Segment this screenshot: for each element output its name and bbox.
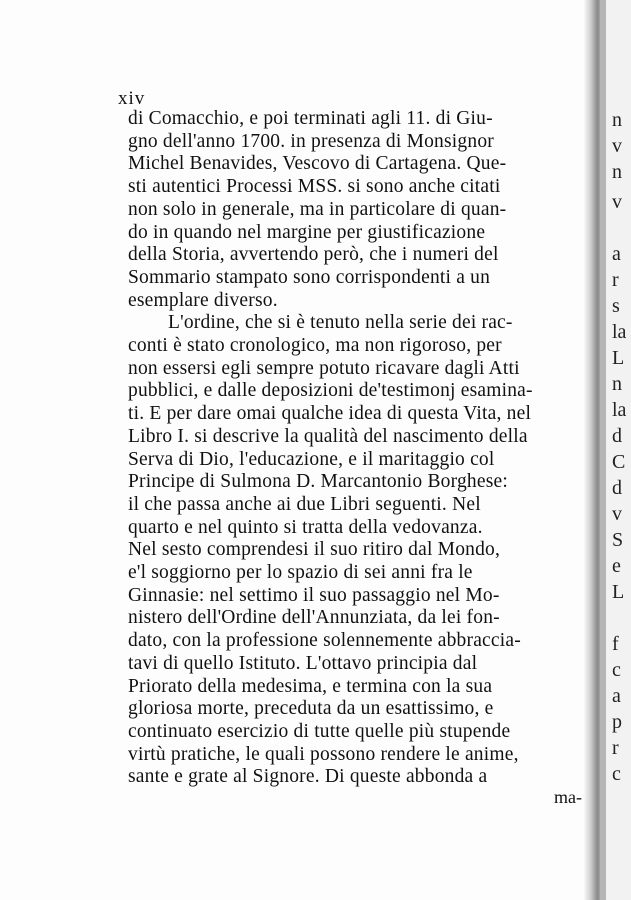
text-line: e'l soggiorno per lo spazio di sei anni fra le xyxy=(128,562,473,583)
text-line: dato, con la professione solennemente abbraccia- xyxy=(128,630,521,652)
facing-char: f xyxy=(612,633,619,655)
facing-char: p xyxy=(612,711,622,733)
text-line: continuato esercizio di tutte quelle più stupende xyxy=(128,720,511,742)
text-line: esemplare diverso. xyxy=(128,289,278,311)
text-line: di Comacchio, e poi terminati agli 11. di Giu- xyxy=(128,108,493,129)
page-number: xiv xyxy=(118,88,146,109)
facing-char: n xyxy=(612,373,622,395)
facing-char: r xyxy=(612,269,619,291)
facing-char: C xyxy=(612,451,626,473)
facing-char: v xyxy=(612,503,622,525)
facing-char: c xyxy=(612,659,621,681)
facing-char: a xyxy=(612,243,621,265)
text-line: Michel Benavides, Vescovo di Cartagena. Que- xyxy=(128,153,507,175)
text-line: quarto e nel quinto si tratta della vedovanza. xyxy=(128,516,483,538)
facing-char: la xyxy=(612,321,627,343)
text-line: il che passa anche ai due Libri seguenti. Nel xyxy=(128,493,481,515)
text-line: pubblici, e dalle deposizioni de'testimonj esamina- xyxy=(128,380,533,402)
facing-char: v xyxy=(612,135,622,157)
facing-char: e xyxy=(612,555,621,577)
text-line: Ginnasie: nel settimo il suo passaggio nel Mo- xyxy=(128,584,500,606)
text-line: Principe di Sulmona D. Marcantonio Borghese: xyxy=(128,471,508,493)
catchword: ma- xyxy=(554,787,582,807)
facing-char: n xyxy=(612,109,622,131)
text-line: ti. E per dare omai qualche idea di questa Vita, nel xyxy=(128,403,532,425)
facing-char: la xyxy=(612,399,627,421)
text-line: tavi di quello Istituto. L'ottavo principia dal xyxy=(128,652,478,674)
paragraph-start-line: L'ordine, che si è tenuto nella serie dei rac- xyxy=(168,312,513,334)
facing-char: d xyxy=(612,477,622,499)
facing-char: L xyxy=(612,581,625,603)
text-line: Libro I. si descrive la qualità del nascimento della xyxy=(128,425,528,447)
text-line: della Storia, avvertendo però, che i numeri del xyxy=(128,244,499,266)
text-line: gno dell'anno 1700. in presenza di Monsignor xyxy=(128,130,494,152)
text-line: Priorato della medesima, e termina con la sua xyxy=(128,675,493,697)
facing-char: S xyxy=(612,529,624,551)
facing-char: v xyxy=(612,191,622,213)
text-line: gloriosa morte, preceduta da un esattissimo, e xyxy=(128,698,494,720)
text-line: Serva di Dio, l'educazione, e il maritaggio col xyxy=(128,448,495,470)
text-line: non solo in generale, ma in particolare di quan- xyxy=(128,198,507,220)
facing-char: r xyxy=(612,737,619,759)
text-line: sante e grate al Signore. Di queste abbonda a xyxy=(128,766,488,788)
facing-char: s xyxy=(612,295,620,317)
text-line: Nel sesto comprendesi il suo ritiro dal Mondo, xyxy=(128,539,501,561)
text-line: Sommario stampato sono corrispondenti a un xyxy=(128,266,491,288)
text-line: sti autentici Processi MSS. si sono anche citati xyxy=(128,176,501,198)
facing-char: n xyxy=(612,161,622,183)
text-line: conti è stato cronologico, ma non rigoroso, per xyxy=(128,335,502,356)
facing-char: d xyxy=(612,425,622,447)
facing-char: L xyxy=(612,347,625,369)
text-line: do in quando nel margine per giustificazione xyxy=(128,221,486,243)
facing-char: c xyxy=(612,763,621,785)
text-line: virtù pratiche, le quali possono rendere le anime, xyxy=(128,743,519,765)
text-line: non essersi egli sempre potuto ricavare dagli Atti xyxy=(128,357,520,379)
text-line: nistero dell'Ordine dell'Annunziata, da lei fon- xyxy=(128,607,500,629)
facing-char: a xyxy=(612,685,621,707)
facing-page-strip xyxy=(606,0,631,900)
